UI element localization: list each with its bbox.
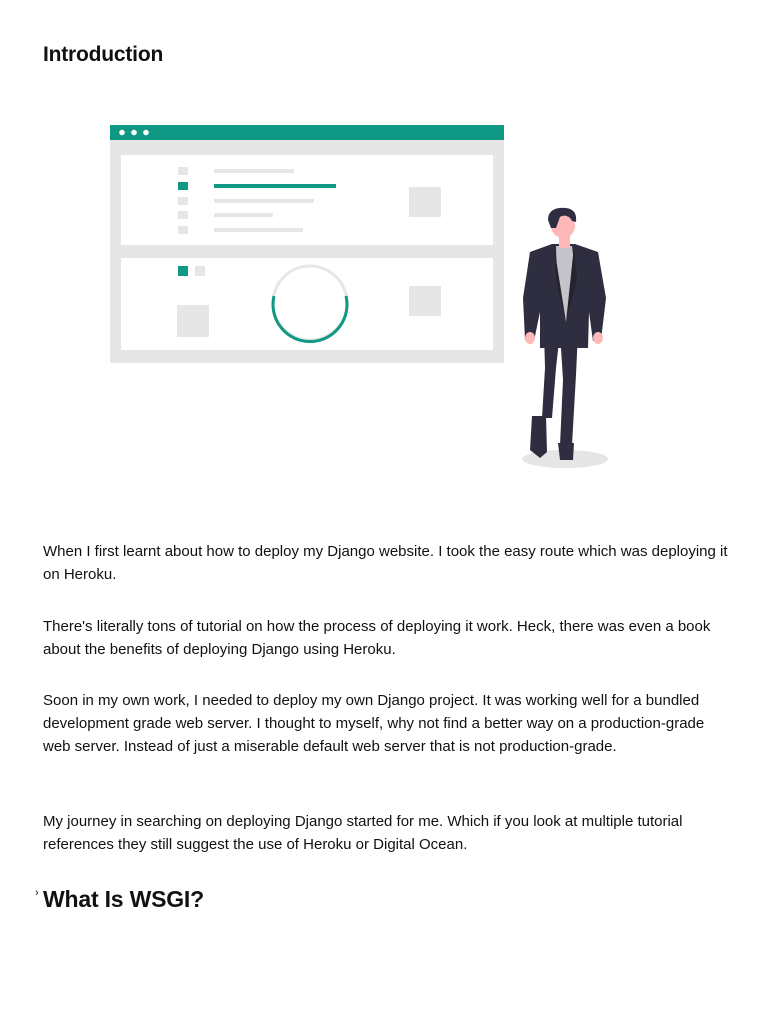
wsgi-section-heading: What Is WSGI? [43, 886, 204, 912]
person-figure [522, 208, 608, 468]
intro-heading: Introduction [43, 43, 164, 66]
developer-dashboard-illustration [0, 100, 768, 500]
paragraph-2: There's literally tons of tutorial on how the process of deploying it work. Heck, there was even a book about the benefits of deploying Django using Heroku. [43, 618, 711, 658]
paragraph-3: Soon in my own work, I needed to deploy my own Django project. It was working well for a bundled development grade web server. I thought to myself, why not find a better way on a production-grade web server. Instead of just a miserable default web server that is not production-grade. [43, 692, 705, 755]
paragraph-4: My journey in searching on deploying Django started for me. Which if you look at multiple tutorial references they still suggest the use of Heroku or Digital Ocean. [43, 813, 683, 853]
browser-window-graphic [110, 125, 504, 363]
section-anchor-link[interactable]: › [35, 887, 39, 899]
paragraph-1: When I first learnt about how to deploy my Django website. I took the easy route which was deploying it on Heroku. [43, 543, 728, 583]
